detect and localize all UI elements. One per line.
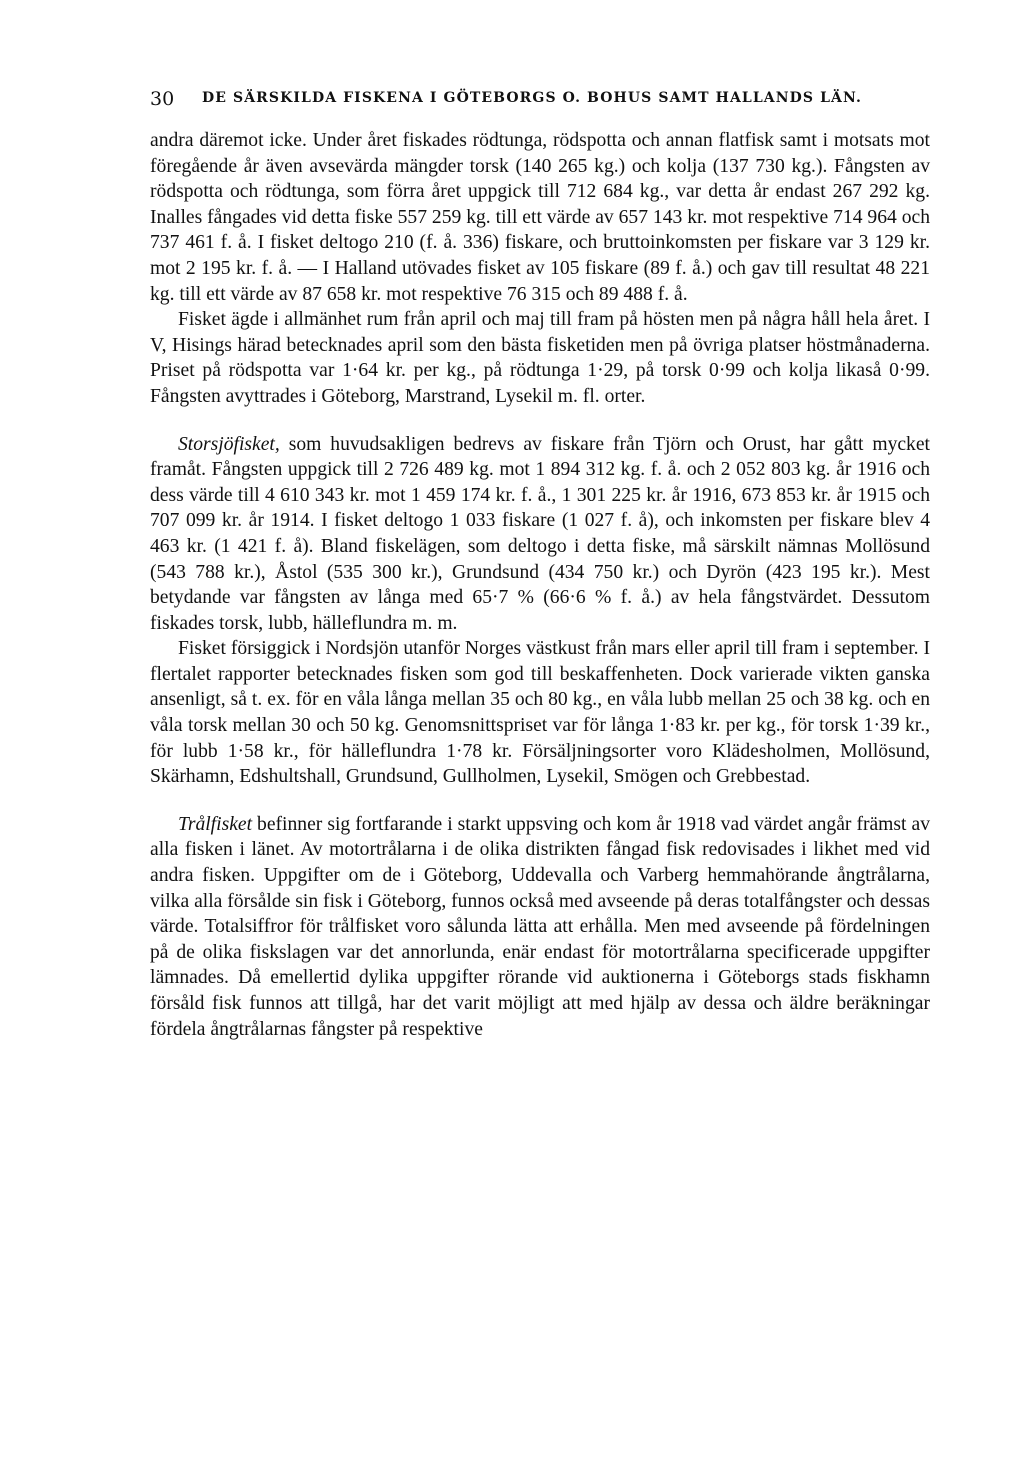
paragraph-1-text: andra däremot icke. Under året fiskades rödtunga, rödspotta och annan flatfisk samt i motsats mot föregående år även avsevärda mängder torsk (140 265 kg.) och kolja (137 730 kg.). Fångsten av rödspotta och rödtunga, som förra året uppgick till 712 684 kg., var detta år endast 267 292 kg. Inalles fångades vid detta fiske 557 259 kg. till ett värde av 657 143 kr. mot respektive 714 964 och 737 461 f. å. I fisket deltogo 210 (f. å. 336) fiskare, och bruttoinkomsten per fiskare var 3 129 kr. mot 2 195 kr. f. å. — I Halland utövades fisket av 105 fiskare (89 f. å.) och gav till resultat 48 221 kg. till ett värde av 87 658 kr. mot respektive 76 315 och 89 488 f. å. — [150, 130, 930, 305]
paragraph-3-text: som huvudsakligen bedrevs av fiskare från Tjörn och Orust, har gått mycket framåt. Fångsten uppgick till 2 726 489 kg. mot 1 894 312 kg. f. å. och 2 052 803 kg. år 1916 och dess värde till 4 610 343 kr. mot 1 459 174 kr. f. å., 1 301 225 kr. år 1916, 673 853 kr. år 1915 och 707 099 kr. år 1914. I fisket deltogo 1 033 fiskare (1 027 f. å), och inkomsten per fiskare blev 4 463 kr. (1 421 f. å). Bland fiskelägen, som deltogo i detta fiske, må särskilt nämnas Mollösund (543 788 kr.), Åstol (535 300 kr.), Grundsund (434 750 kr.) och Dyrön (423 195 kr.). Mest betydande var fångsten av långa med 65·7 % (66·6 % f. å.) av hela fångstvärdet. Dessutom fiskades torsk, lubb, hälleflundra m. m. — [150, 433, 930, 634]
running-title: DE SÄRSKILDA FISKENA I GÖTEBORGS O. BOHUS SAMT HALLANDS LÄN. — [202, 90, 862, 106]
paragraph-4-text: Fisket försiggick i Nordsjön utanför Norges västkust från mars eller april till fram i september. I flertalet rapporter betecknades fisken som god till beskaffenheten. Dock varierade vikten ganska ansenligt, så t. ex. för en våla långa mellan 35 och 80 kg., en våla lubb mellan 25 och 38 kg. och en våla torsk mellan 30 och 50 kg. Genomsnittspriset var för långa 1·83 kr. per kg., för torsk 1·39 kr., för lubb 1·58 kr., för hälleflundra 1·78 kr. Försäljningsorter voro Klädesholmen, Mollösund, Skärhamn, Edshultshall, Grundsund, Gullholmen, Lysekil, Smögen och Grebbestad. — [150, 638, 930, 788]
section-heading-storsjofisket: Storsjöfisket, — [178, 433, 280, 455]
body-text — [150, 128, 930, 1042]
section-heading-tralfisket: Trålfisket — [178, 813, 253, 835]
paragraph-2-text: Fisket ägde i allmänhet rum från april och maj till fram på hösten men på några håll hela året. I V, Hisings härad betecknades april som den bästa fisketiden men på övriga platser höstmånaderna. Priset på rödspotta var 1·64 kr. per kg., på rödtunga 1·29, på torsk 0·99 och kolja likaså 0·99. Fångsten avyttrades i Göteborg, Marstrand, Lysekil m. fl. orter. — [150, 309, 930, 407]
paragraph-storsjofisket — [150, 432, 930, 637]
paragraph-tralfisket — [150, 812, 930, 1042]
paragraph-4 — [150, 636, 930, 790]
paragraph-1 — [150, 128, 930, 307]
page-number: 30 — [150, 88, 175, 110]
paragraph-2 — [150, 307, 930, 409]
paragraph-5-text: befinner sig fortfarande i starkt uppsving och kom år 1918 vad värdet angår främst av alla fisken i länet. Av motortrålarna i de olika distrikten fångad fisk redovisades i likhet med vid andra fisken. Uppgifter om de i Göteborg, Uddevalla och Varberg hemmahörande ångtrålarna, vilka alla försålde sin fisk i Göteborg, funnos också med avseende på deras totalfångster och dessas värde. Totalsiffror för trålfisket voro sålunda lätta att erhålla. Men med avseende på fördelningen på de olika fiskslagen var det annorlunda, enär endast för motortrålarna specificerade uppgifter lämnades. Då emellertid dylika uppgifter rörande vid auktionerna i Göteborgs stads fiskhamn försåld fisk funnos att tillgå, har det varit möjligt att med hjälp av dessa och äldre beräkningar fördela ångtrålarnas fångster på respektive — [150, 813, 930, 1040]
page-header — [150, 88, 930, 118]
